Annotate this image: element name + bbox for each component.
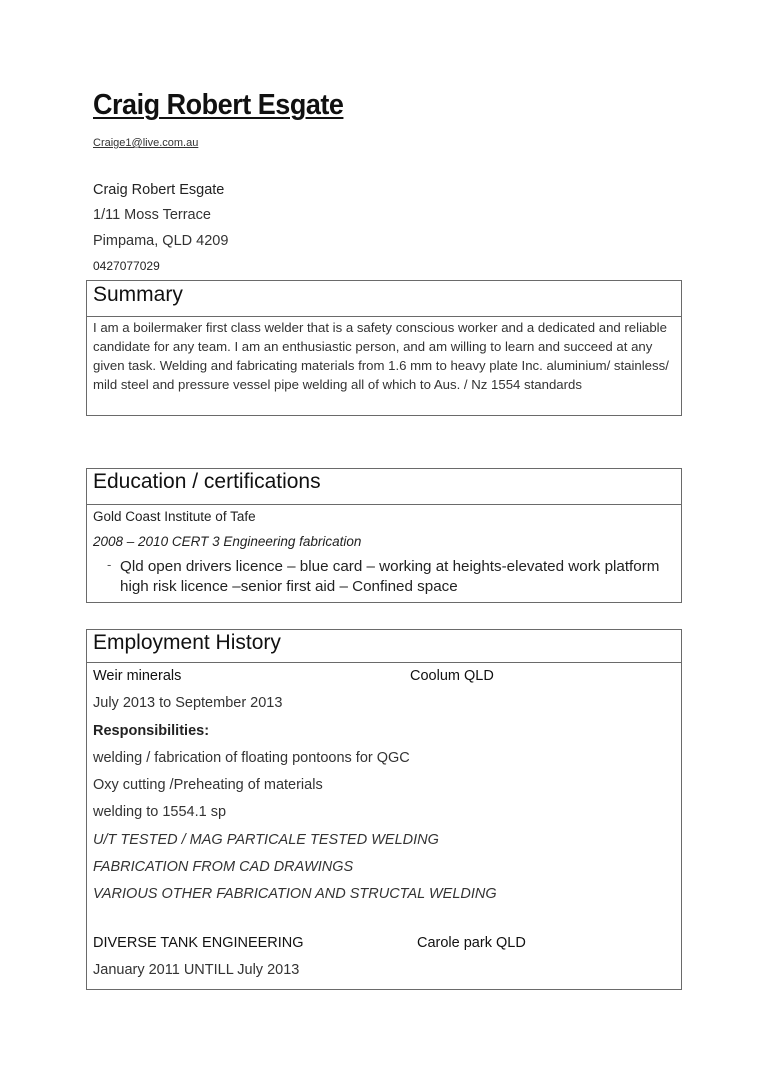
- summary-title: Summary: [87, 281, 681, 317]
- address-phone: 0427077029: [93, 259, 160, 273]
- address-name: Craig Robert Esgate: [93, 182, 225, 198]
- education-licences: Qld open drivers licence – blue card – working at heights-elevated work platform high risk licence –senior first aid – Confined space: [120, 558, 660, 595]
- job-company: Weir minerals: [93, 668, 182, 684]
- resume-name: Craig Robert Esgate: [93, 89, 344, 121]
- job-company: DIVERSE TANK ENGINEERING: [93, 934, 304, 951]
- address-city: Pimpama, QLD 4209: [93, 233, 229, 249]
- job-header: [87, 663, 681, 690]
- job-duty: welding to 1554.1 sp: [93, 804, 227, 821]
- responsibilities-label: Responsibilities:: [93, 722, 210, 739]
- job-location: Coolum QLD: [410, 668, 494, 684]
- job-duty-italic: FABRICATION FROM CAD DRAWINGS: [93, 859, 354, 876]
- job-location: Carole park QLD: [417, 934, 526, 951]
- licence-bullet: -: [107, 557, 112, 572]
- education-section: [86, 468, 682, 603]
- email-link[interactable]: Craige1@live.com.au: [93, 137, 199, 149]
- education-course: 2008 – 2010 CERT 3 Engineering fabrication: [93, 534, 362, 549]
- job-duty: welding / fabrication of floating pontoons for QGC: [93, 749, 410, 766]
- address-street: 1/11 Moss Terrace: [93, 207, 211, 223]
- job-duty-italic: VARIOUS OTHER FABRICATION AND STRUCTAL WELDING: [93, 886, 497, 903]
- job-duty-italic: U/T TESTED / MAG PARTICALE TESTED WELDING: [93, 831, 439, 848]
- job-header: [87, 930, 681, 957]
- job-duty: Oxy cutting /Preheating of materials: [93, 777, 323, 794]
- job-dates: January 2011 UNTILL July 2013: [93, 961, 300, 978]
- employment-section: [86, 629, 682, 990]
- summary-section: [86, 280, 682, 416]
- job-dates: July 2013 to September 2013: [93, 695, 283, 712]
- summary-text: I am a boilermaker first class welder that is a safety conscious worker and a dedicated and reliable candidate for any team. I am an enthusiastic person, and am willing to learn and succeed at any given task. Welding and fabricating materials from 1.6 mm to heavy plate Inc. aluminium/ stainless/ mild steel and pressure vessel pipe welding all of which to Aus. / Nz 1554 standards: [93, 320, 669, 392]
- education-school: Gold Coast Institute of Tafe: [93, 509, 256, 524]
- education-title: Education / certifications: [87, 469, 681, 505]
- employment-title: Employment History: [87, 630, 681, 663]
